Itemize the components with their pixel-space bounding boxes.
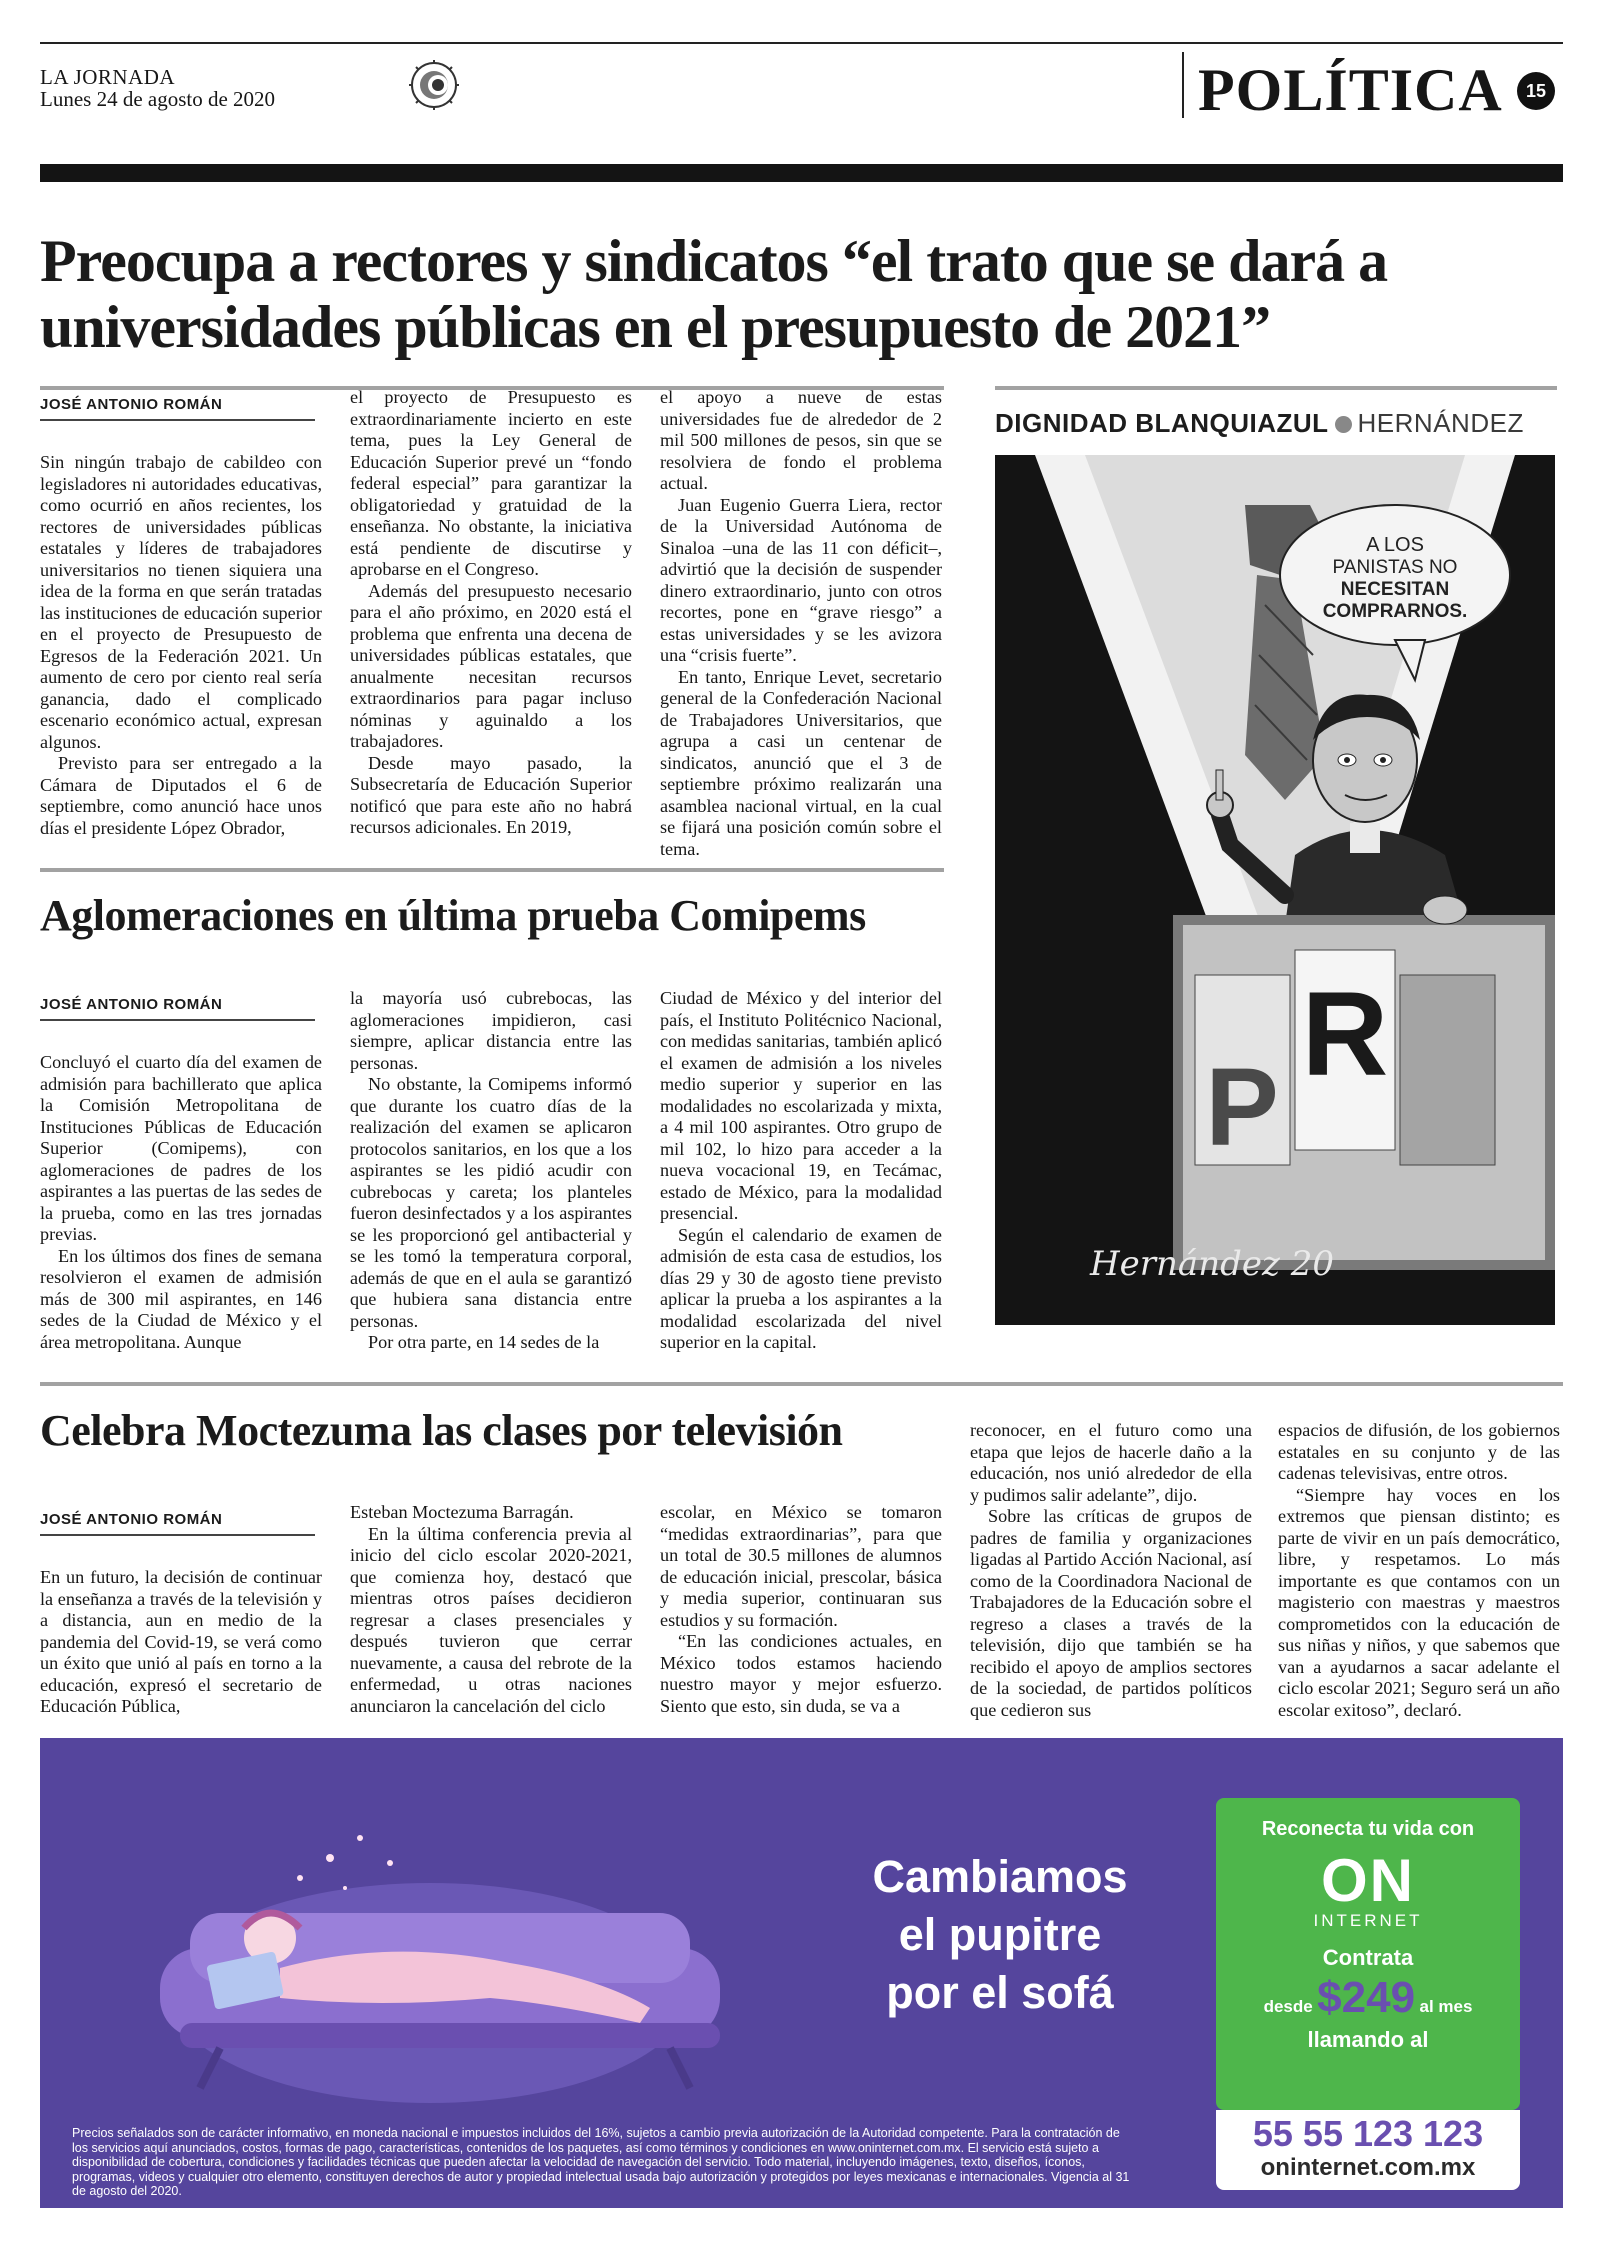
story3-byline: JOSÉ ANTONIO ROMÁN (40, 1511, 315, 1536)
paragraph: Concluyó el cuarto día del examen de admisión para bachillerato que aplica la Comisión Metropolitana de Instituciones Públicas de Educación Superior (Comipems), con aglomeraciones de padres de los aspirantes a las puertas de las sedes de la prueba, como en las tres jornadas previas. (40, 1052, 322, 1244)
page-number: 15 (1517, 72, 1555, 110)
story3-column-4 (970, 1420, 1252, 1721)
cartoon-artist: HERNÁNDEZ (1357, 408, 1524, 438)
on-logo-sub: INTERNET (1313, 1911, 1423, 1930)
ad-tagline-line1: Cambiamos (872, 1851, 1128, 1902)
ad-fine-print: Precios señalados son de carácter informativo, en moneda nacional e impuestos incluidos del 16%, sujetos a cambio previa autorización de la Autoridad competente. Para la contratación de los servicios aquí anunciados, costos, formas de pago, características, contenidos de los paquetes, así como términos y condiciones en www.oninternet.com.mx. El servicio está sujeto a disponibilidad de cobertura, condiciones y facilidades técnicas que pueden afectar la velocidad de navegación del servicio. Todo material, incluyendo imágenes, texto, diseños, íconos, programas, videos y cualquier otro elemento, constituyen derechos de autor y propiedad intelectual usada bajo autorización y protegidos por leyes mexicanas e internacionales. Vigencia al 31 de agosto del 2020. (72, 2126, 1130, 2198)
ad-llamando: llamando al (1307, 2027, 1429, 2052)
ad-tagline-line3: por el sofá (886, 1967, 1114, 2018)
paragraph: “En las condiciones actuales, en México todos estamos haciendo nuestro mayor y mejor esfuerzo. Siento que esto, sin duda, se va a (660, 1631, 942, 1716)
cartoonist-signature: Hernández 20 (1090, 1244, 1334, 1284)
newspaper-logo-icon (398, 60, 470, 110)
story3-column-2 (350, 1502, 632, 1717)
masthead-divider (1182, 52, 1184, 118)
paragraph: Desde mayo pasado, la Subsecretaría de Educación Superior notificó que para este año no habrá recursos adicionales. En 2019, (350, 752, 632, 837)
story1-column-1 (40, 452, 322, 839)
story2-byline: JOSÉ ANTONIO ROMÁN (40, 996, 315, 1021)
paragraph: Según el calendario de examen de admisión de esta casa de estudios, los días 29 y 30 de agosto tiene previsto aplicar la prueba a los aspirantes a la modalidad escolarizada del nivel superior en la capital. (660, 1224, 942, 1352)
sofa-illustration (130, 1818, 730, 2108)
ad-phone[interactable]: 55 55 123 123 (1252, 2113, 1484, 2154)
advertisement[interactable] (40, 1738, 1563, 2208)
paragraph: En la última conferencia previa al inicio del ciclo escolar 2020-2021, que comienza hoy, destacó que mientras otros países decidieron regresar a clases presenciales y después tuvieron que cerrar nuevamente, a causa del rebrote de la enfermedad, u otras naciones anunciaron la cancelación del ciclo (350, 1523, 632, 1716)
ad-price: $249 (1317, 1973, 1416, 2022)
story3-top-rule (40, 1382, 1563, 1386)
story3-column-5 (1278, 1420, 1560, 1721)
paragraph: Sin ningún trabajo de cabildeo con legisladores ni autoridades educativas, como ocurrió en años recientes, los rectores de universidades públicas estatales y líderes de trabajadores universitarios no tienen siquiera una idea de la forma en que serán tratadas las instituciones de educación superior en el proyecto de Presupuesto de Egresos de la Federación 2021. Un aumento de cero por ciento real sería ganancia, dado el complicado escenario económico actual, expresan algunos. (40, 452, 322, 752)
paragraph: En un futuro, la decisión de continuar la enseñanza a través de la televisión y a distancia, aun en medio de la pandemia del Covid-19, se verá como un éxito que unió al país en torno a la educación, expresó el secretario de Educación Pública, (40, 1567, 322, 1716)
dot-icon (1335, 416, 1352, 433)
story2-column-3 (660, 988, 942, 1354)
ad-desde: desde (1263, 1997, 1313, 2016)
bubble-text-2: PANISTAS NO (1332, 557, 1458, 578)
ad-tagline-line2: el pupitre (898, 1909, 1102, 1960)
bubble-text-3: NECESITAN (1340, 579, 1450, 600)
paragraph: reconocer, en el futuro como una etapa que lejos de hacerle daño a la educación, nos unió alrededor de ella y pudimos salir adelante”, dijo. (970, 1420, 1252, 1505)
paragraph: Sobre las críticas de grupos de padres de familia y organizaciones ligadas al Partido Acción Nacional, así como de la Coordinadora Nacional de Trabajadores de la Educación sobre el regreso a clases a través de la televisión, dijo que también se ha recibido el apoyo de amplios sectores de la sociedad, de partidos políticos que cedieron sus (970, 1506, 1252, 1720)
ad-offer-panel (1216, 1798, 1520, 2110)
story3-headline: Celebra Moctezuma las clases por televisión (40, 1406, 843, 1455)
ad-tagline (820, 1848, 1180, 2022)
story2-column-1 (40, 1052, 322, 1353)
header-bar (40, 164, 1563, 182)
paragraph: Ciudad de México y del interior del país, el Instituto Politécnico Nacional, con medidas sanitarias, también aplicó el examen de admisión a los niveles medio superior y superior en las modalidades no escolarizada y mixta, a 4 mil 100 aspirantes. Otro grupo de mil 102, lo hizo para acceder a la nueva vocacional 19, en Tecámac, estado de México, para la modalidad presencial. (660, 988, 942, 1223)
paragraph: el apoyo a nueve de estas universidades fue de alrededor de 2 mil 500 millones de pesos, sin que se resolviera de fondo el problema actual. (660, 387, 942, 493)
paragraph: No obstante, la Comipems informó que durante los cuatro días de la realización del examen se aplicaron protocolos sanitarios, en los que a los aspirantes se les pidió acudir con cubrebocas y careta; los planteles fueron desinfectados y a los aspirantes se les proporcionó gel antibacterial y se les tomó la temperatura corporal, además de que en el aula se garantizó que hubiera sana distancia entre personas. (350, 1074, 632, 1331)
bubble-text-1: A LOS (1366, 534, 1424, 556)
podium-letter-r: R (1301, 967, 1389, 1101)
on-logo: ON (1321, 1847, 1415, 1914)
paragraph: Esteban Moctezuma Barragán. (350, 1502, 574, 1522)
story3-column-1 (40, 1567, 322, 1718)
paragraph: Además del presupuesto necesario para el año próximo, en 2020 está el problema que enfrenta una decena de universidades públicas estatales, que anualmente necesitan recursos extraordinarios para pagar incluso nóminas y aguinaldo a los trabajadores. (350, 580, 632, 751)
cartoon-title: DIGNIDAD BLANQUIAZUL (995, 408, 1329, 438)
story3-column-3 (660, 1502, 942, 1717)
story2-top-rule (40, 868, 944, 872)
paragraph: “Siempre hay voces en los extremos que piensan distinto; es parte de vivir en un país democrático, libre, y respetamos. Lo más importante es que contamos con un magisterio con maestras y maestros comprometidos con la educación de sus niñas y niños, y que sabemos que van a ayudarnos a sacar adelante el ciclo escolar 2021; Seguro será un año escolar exitoso”, declaró. (1278, 1484, 1560, 1720)
podium-letter-p: P (1205, 1046, 1279, 1169)
story2-column-2 (350, 988, 632, 1354)
story2-headline: Aglomeraciones en última prueba Comipems (40, 891, 866, 940)
paragraph: la mayoría usó cubrebocas, las aglomeraciones impidieron, casi siempre, aplicar distancia entre las personas. (350, 988, 632, 1073)
paragraph: Previsto para ser entregado a la Cámara de Diputados el 6 de septiembre, como anunció hace unos días el presidente López Obrador, (40, 753, 322, 838)
section-title: POLÍTICA (1198, 57, 1503, 123)
story1-column-3 (660, 387, 942, 860)
cartoon-top-rule (995, 386, 1557, 390)
story1-headline: Preocupa a rectores y sindicatos “el trato que se dará a universidades públicas en el presupuesto de 2021” (40, 228, 1388, 360)
paragraph: el proyecto de Presupuesto es extraordinariamente incierto en este tema, pues la Ley General de Educación Superior prevé un “fondo federal especial” para garantizar la obligatoriedad y gratuidad de la enseñanza. No obstante, la iniciativa está pendiente de discutirse y aprobarse en el Congreso. (350, 387, 632, 579)
political-cartoon (995, 455, 1555, 1325)
paragraph: espacios de difusión, de los gobiernos estatales en su conjunto y de las cadenas televisivas, entre otros. (1278, 1420, 1560, 1483)
paragraph: Por otra parte, en 14 sedes de la (368, 1332, 600, 1352)
ad-contrata: Contrata (1322, 1945, 1414, 1970)
top-rule (40, 42, 1563, 44)
ad-price-row (1216, 1973, 1520, 2023)
bubble-text-4: COMPRARNOS. (1322, 601, 1468, 622)
ad-reconnect: Reconecta tu vida con (1261, 1818, 1475, 1840)
ad-per-month: al mes (1419, 1997, 1473, 2016)
ad-contact-panel[interactable] (1216, 2110, 1520, 2190)
paragraph: En los últimos dos fines de semana resolvieron el examen de admisión más de 300 mil aspirantes, en 146 sedes de la Ciudad de México y el área metropolitana. Aunque (40, 1245, 322, 1352)
paragraph: Juan Eugenio Guerra Liera, rector de la Universidad Autónoma de Sinaloa –una de las 11 con déficit–, advirtió que la decisión de suspender dinero extraordinario, junto con otros recortes, pone en “grave riesgo” a estas universidades y se les avizora una “crisis fuerte”. (660, 494, 942, 665)
cartoon-heading (995, 407, 1524, 439)
ad-url[interactable]: oninternet.com.mx (1260, 2154, 1476, 2181)
paragraph: escolar, en México se tomaron “medidas extraordinarias”, para que un total de 30.5 millones de alumnos de educación inicial, prescolar, básica y media superior, continuaran sus estudios y su formación. (660, 1502, 942, 1630)
newspaper-name: LA JORNADA (40, 65, 176, 89)
story1-byline: JOSÉ ANTONIO ROMÁN (40, 396, 315, 421)
paragraph: En tanto, Enrique Levet, secretario general de la Confederación Nacional de Trabajadores Universitarios, que agrupa a casi un centenar de sindicatos, anunció que el 3 de septiembre próximo realizarán una asamblea nacional virtual, en la cual se fijará una posición común sobre el tema. (660, 666, 942, 859)
publication-date: Lunes 24 de agosto de 2020 (40, 87, 276, 111)
story1-column-2 (350, 387, 632, 839)
